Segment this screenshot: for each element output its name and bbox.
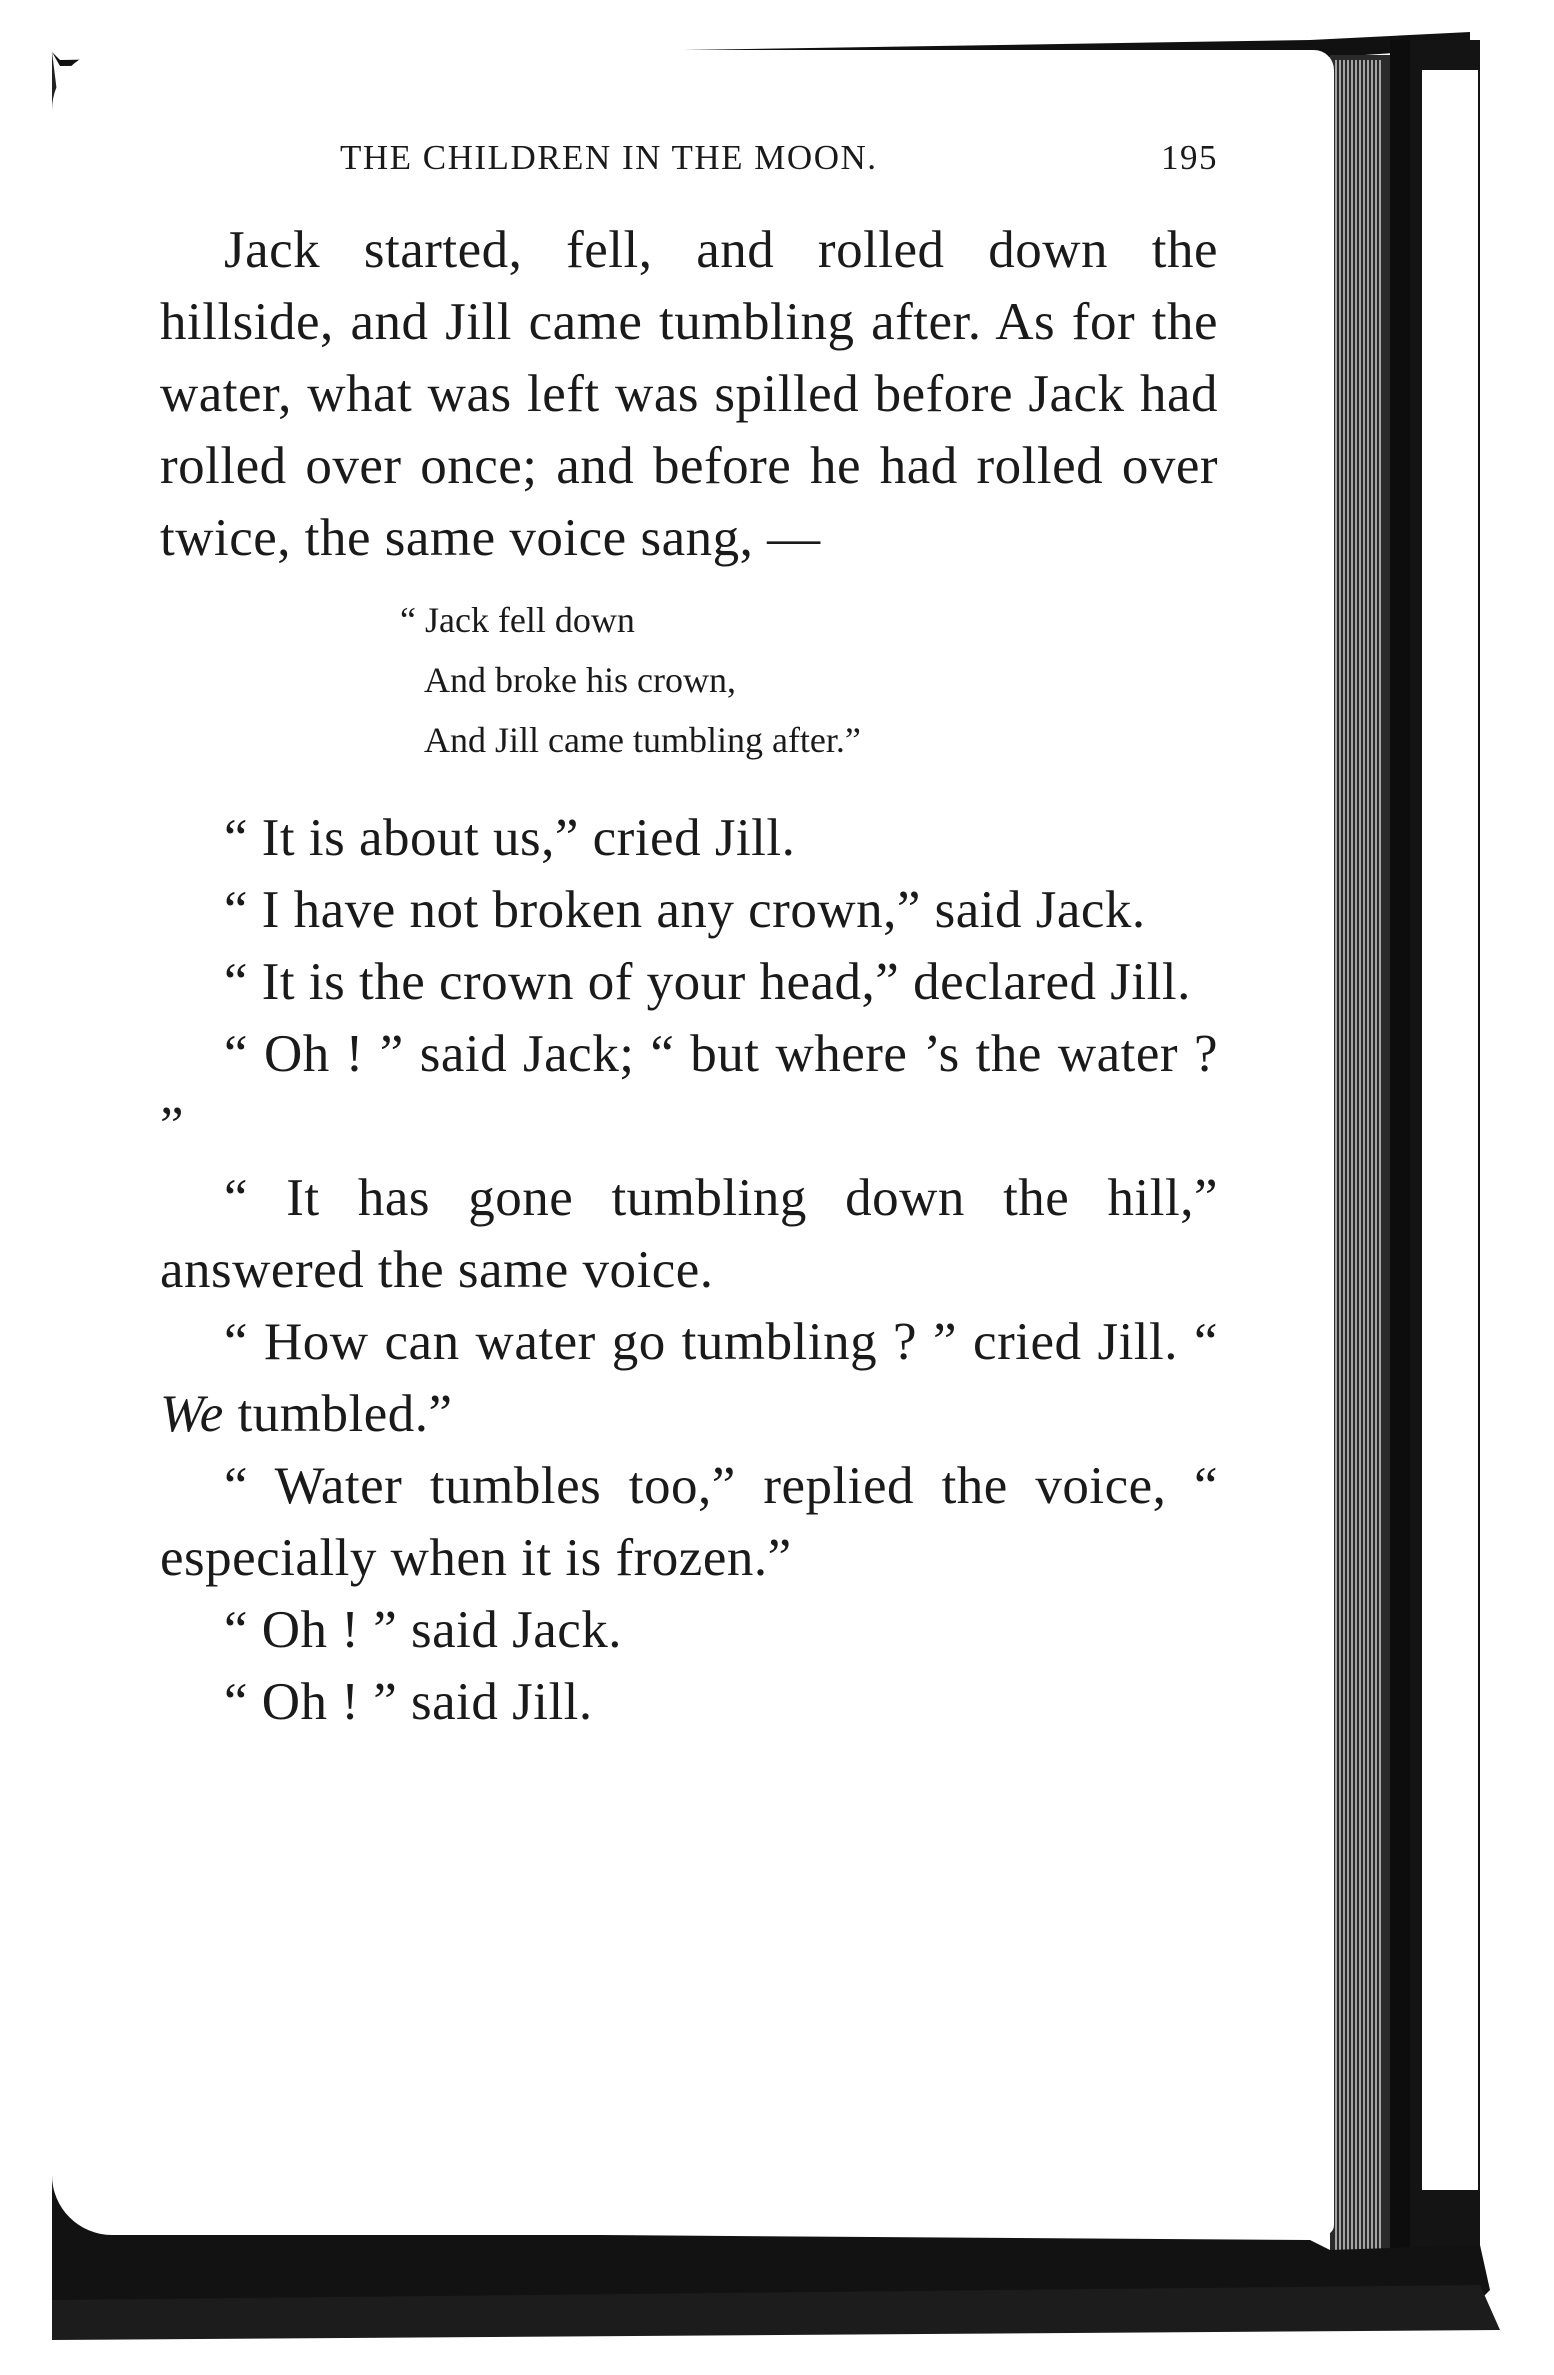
verse-line: And Jill came tumbling after.” bbox=[424, 720, 861, 760]
italic-word: We bbox=[160, 1385, 224, 1443]
paragraph-text: “ How can water go tumbling ? ” cried Jill. “ bbox=[224, 1313, 1218, 1371]
paragraph-text: tumbled.” bbox=[223, 1385, 453, 1443]
paragraph: “ Water tumbles too,” replied the voice, “ especially when it is frozen.” bbox=[160, 1457, 1218, 1587]
paragraph: “ It is the crown of your head,” declared Jill. bbox=[224, 953, 1191, 1011]
running-head-title: THE CHILDREN IN THE MOON. bbox=[340, 138, 878, 177]
paragraph: “ Oh ! ” said Jack; “ but where ’s the water ? ” bbox=[160, 1025, 1218, 1155]
paragraph: “ Oh ! ” said Jack. bbox=[224, 1601, 623, 1659]
paragraph bbox=[160, 1306, 1218, 1450]
verse-block bbox=[400, 590, 1218, 770]
verse-line: “ Jack fell down bbox=[400, 600, 635, 640]
running-head bbox=[160, 138, 1218, 184]
verse-line: And broke his crown, bbox=[424, 660, 736, 700]
paragraph-opening: Jack started, fell, and rolled down the hillside, and Jill came tumbling after. As for the water, what was left was spilled before Jack had rolled over once; and before he had rolled over twice, the same voice sang, — bbox=[160, 221, 1218, 567]
paragraph: “ It has gone tumbling down the hill,” answered the same voice. bbox=[160, 1169, 1218, 1299]
page-text bbox=[160, 138, 1218, 1738]
paragraph: “ I have not broken any crown,” said Jack. bbox=[224, 881, 1146, 939]
page-number: 195 bbox=[1161, 138, 1218, 177]
paragraph: “ Oh ! ” said Jill. bbox=[224, 1673, 593, 1731]
paragraph: “ It is about us,” cried Jill. bbox=[224, 809, 796, 867]
